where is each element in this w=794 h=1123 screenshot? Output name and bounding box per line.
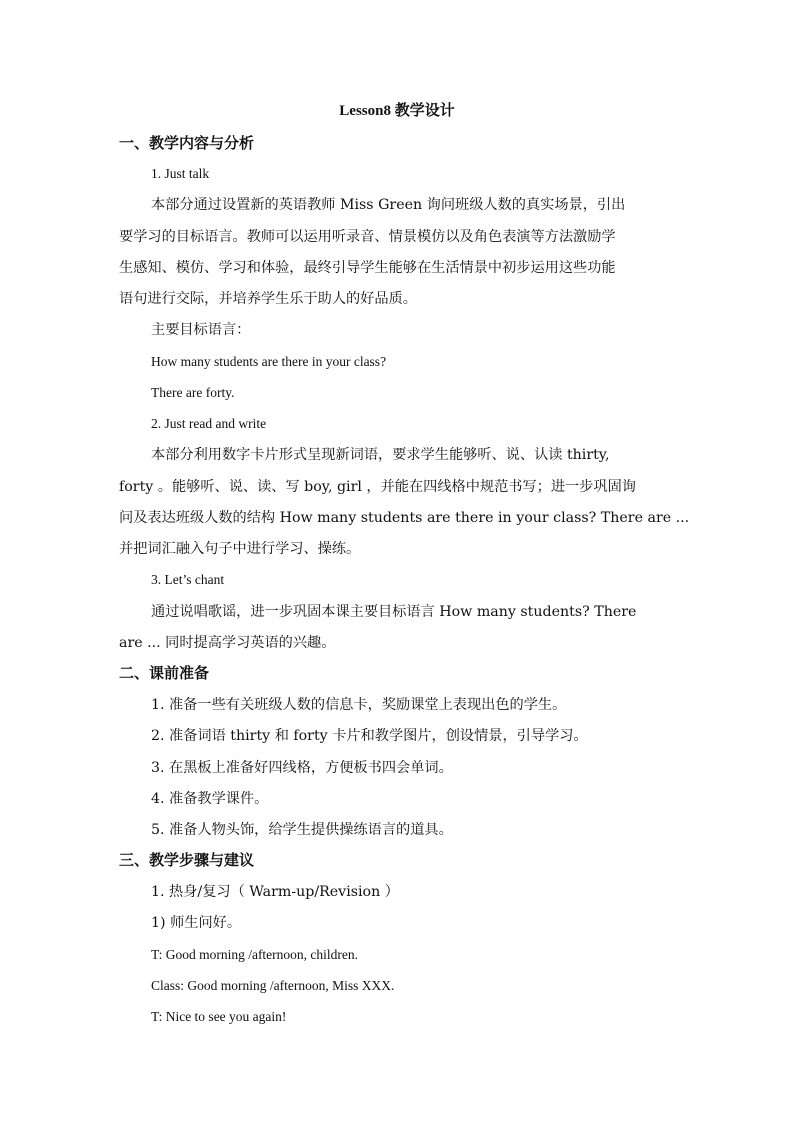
subheading-chant: 3. Let’s chant [151, 572, 225, 587]
subheading-just-talk: 1. Just talk [151, 166, 210, 181]
paragraph-line: are ... 同时提高学习英语的兴趣。 [119, 635, 336, 651]
paragraph-line: 语句进行交际，并培养学生乐于助人的好品质。 [119, 291, 417, 307]
paragraph-line: 本部分利用数字卡片形式呈现新词语，要求学生能够听、说、认读 thirty, [151, 447, 610, 463]
target-language-label: 主要目标语言： [151, 322, 251, 338]
step-subitem: 1) 师生问好。 [151, 915, 242, 931]
subheading-read-write: 2. Just read and write [151, 416, 267, 431]
paragraph-line: 并把词汇融入句子中进行学习、操练。 [119, 541, 361, 557]
dialog-line: T: Good morning /afternoon, children. [151, 947, 359, 962]
section-heading-content-analysis: 一、教学内容与分析 [119, 134, 255, 152]
paragraph-line: 生感知、模仿、学习和体验，最终引导学生能够在生活情景中初步运用这些功能 [119, 260, 616, 276]
target-sentence: There are forty. [151, 385, 235, 400]
dialog-line: Class: Good morning /afternoon, Miss XXX. [151, 978, 395, 993]
paragraph-line: 本部分通过设置新的英语教师 Miss Green 询问班级人数的真实场景，引出 [151, 197, 626, 213]
paragraph-line: 问及表达班级人数的结构 How many students are there in your class? There are ... [119, 510, 690, 526]
section-heading-preparation: 二、课前准备 [119, 664, 210, 682]
document-title: Lesson8 教学设计 [339, 103, 455, 119]
prep-item: 5. 准备人物头饰，给学生提供操练语言的道具。 [151, 822, 453, 838]
prep-item: 2. 准备词语 thirty 和 forty 卡片和教学图片，创设情景，引导学习。 [151, 728, 588, 744]
section-heading-steps: 三、教学步骤与建议 [119, 851, 255, 869]
paragraph-line: 要学习的目标语言。教师可以运用听录音、情景模仿以及角色表演等方法激励学 [119, 229, 616, 245]
prep-item: 1. 准备一些有关班级人数的信息卡，奖励课堂上表现出色的学生。 [151, 697, 567, 713]
paragraph-line: 通过说唱歌谣，进一步巩固本课主要目标语言 How many students? There [151, 604, 637, 620]
prep-item: 4. 准备教学课件。 [151, 791, 269, 807]
paragraph-line: forty 。能够听、说、读、写 boy, girl ，并能在四线格中规范书写；进一步巩固询 [119, 479, 636, 495]
prep-item: 3. 在黑板上准备好四线格，方便板书四会单词。 [151, 760, 453, 776]
target-sentence: How many students are there in your class? [151, 354, 387, 369]
step-heading: 1. 热身/复习（ Warm-up/Revision ） [151, 884, 399, 900]
dialog-line: T: Nice to see you again! [151, 1009, 287, 1024]
